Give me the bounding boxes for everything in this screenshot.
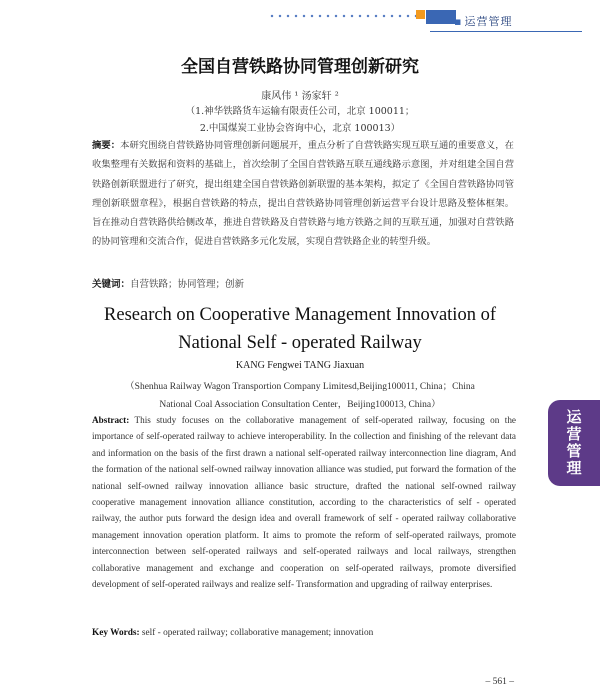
- header-section-label: 运营管理: [464, 15, 513, 28]
- english-keywords: [92, 628, 516, 638]
- tag-marker-icon: ▪: [454, 15, 463, 28]
- chinese-abstract-label: 摘要：: [92, 140, 121, 151]
- english-affiliation-1: （Shenhua Railway Wagon Transportion Company Limitesd,Beijing100011, China；China: [125, 382, 475, 392]
- chinese-affiliation-1: （1.神华铁路货车运输有限责任公司，北京 100011；: [185, 106, 415, 117]
- english-authors: KANG Fengwei TANG Jiaxuan: [235, 360, 365, 371]
- english-title-line-1: Research on Cooperative Management Innovation of: [104, 305, 496, 325]
- chinese-keywords-label: 关键词：: [92, 279, 131, 290]
- header-blue-block: [426, 10, 456, 24]
- page-number: – 561 –: [485, 677, 514, 687]
- header-orange-square: [416, 10, 425, 19]
- chinese-abstract: [92, 136, 514, 252]
- chinese-keywords: [92, 276, 514, 290]
- english-abstract-text: This study focuses on the collaborative management of self-operated railway, focusing on the importance of self-operated railway to achieve interoperability. In the collection and finishing of the relevant data and information on the basis of the first drawn a national self-operated railway interconnection line diagram, And the formation of the national self-owned railway innovation alliance was studied, put forward the formation of the national self-owned railway innovation alliance basic structure, drafted the national self-owned railway cooperative management innovation alliance constitution, according to the characteristics of self - operated railway, the author puts forward the design idea and overall framework of self - operated railway collaborative management innovation operation platform. It aims to promote the reform of self-operated railways, promote interconnection between self-operated railways and self-operated railways and local railways, strengthen collaborative management and exchange and cooperation on self-operated railways, promote diversified development of self-operated railways and realize self- Transformation and upgrading of railway enterprises.: [92, 415, 516, 590]
- chinese-keywords-text: 自营铁路；协同管理；创新: [130, 279, 245, 290]
- header-section-tag: [454, 13, 512, 29]
- header-dots-decoration: [268, 13, 416, 19]
- side-section-tab: [548, 400, 600, 486]
- chinese-abstract-text: 本研究围绕自营铁路协同管理创新问题展开，重点分析了自营铁路实现互联互通的重要意义，在收集整理有关数据和资料的基础上，首次绘制了全国自营铁路互联互通线路示意图，并对组建全国自营铁路创新联盟进行了研究，提出组建全国自营铁路创新联盟的基本架构，拟定了《全国自营铁路协同管理创新联盟章程》，根据自营铁路的特点，提出自营铁路协同管理创新运营平台设计思路及整体框架。旨在推动自营铁路供给侧改革，推进自营铁路及自营铁路与地方铁路之间的互联互通，加强对自营铁路的协同管理和交流合作，促进自营铁路多元化发展，实现自营铁路企业的转型升级。: [92, 140, 514, 248]
- english-abstract-label: Abstract:: [92, 415, 130, 425]
- chinese-authors: 康风伟 ¹ 汤家轩 ²: [261, 91, 339, 102]
- english-keywords-label: Key Words:: [92, 628, 140, 638]
- side-tab-label: 运营管理: [566, 408, 582, 477]
- chinese-title: 全国自营铁路协同管理创新研究: [181, 57, 419, 77]
- header-rule: [430, 31, 582, 32]
- english-keywords-text: self - operated railway; collaborative management; innovation: [139, 628, 374, 638]
- english-affiliation-2: National Coal Association Consultation Center，Beijing100013, China）: [159, 400, 441, 410]
- english-abstract: [92, 412, 516, 592]
- chinese-affiliation-2: 2.中国煤炭工业协会咨询中心，北京 100013）: [199, 123, 401, 134]
- english-title-line-2: National Self - operated Railway: [178, 333, 422, 353]
